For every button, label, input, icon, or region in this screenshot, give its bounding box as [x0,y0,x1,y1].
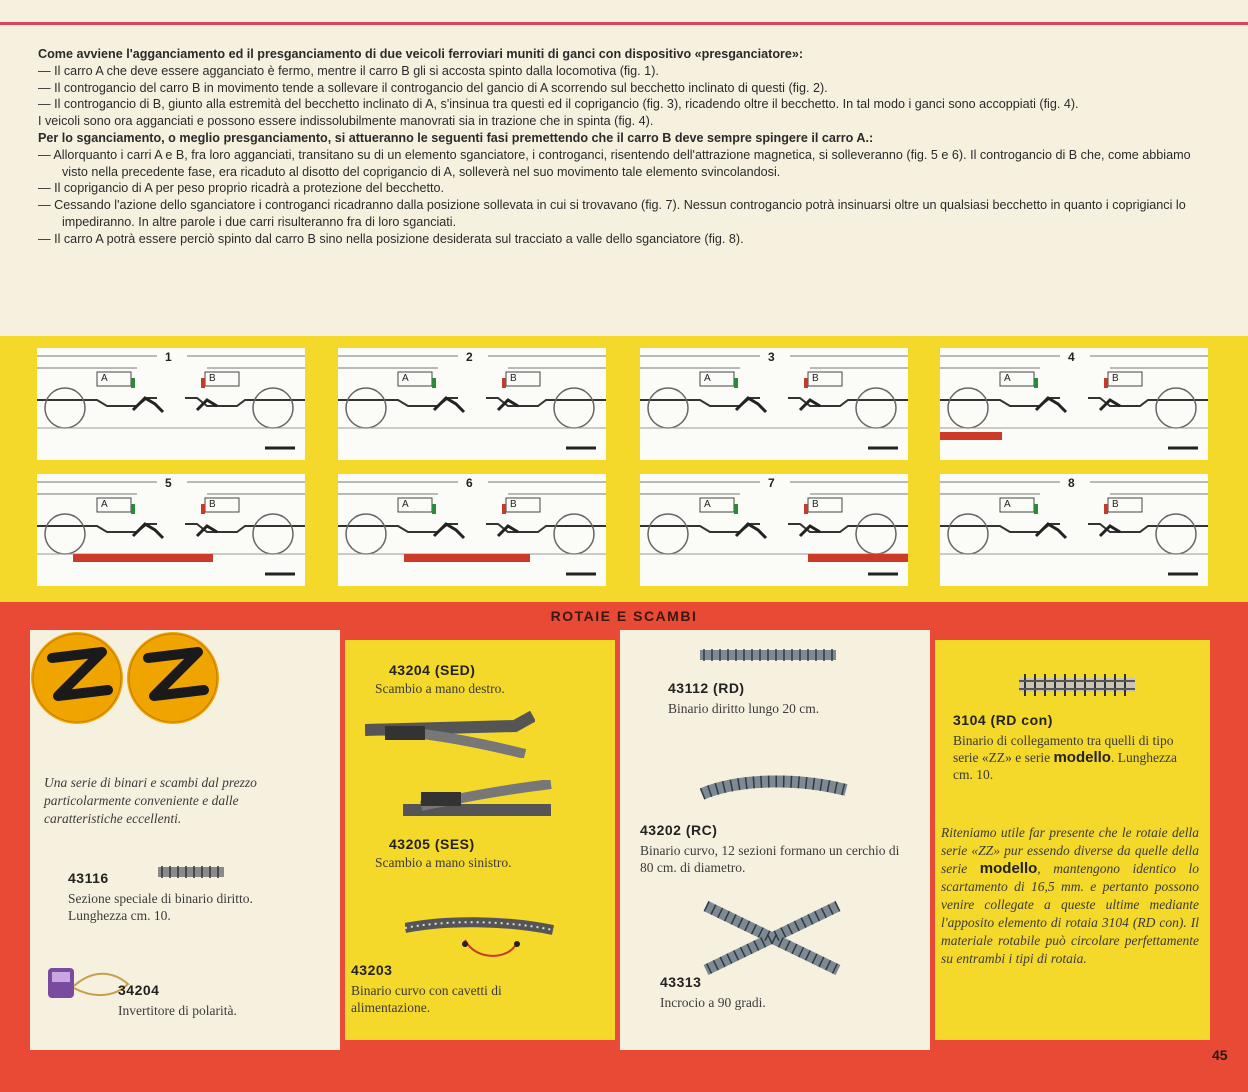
uncoupling-step-1: — Allorquanto i carri A e B, fra loro agganciati, transitano su di un elemento sganciatore, i controganci, risentendo dell'attrazione magnetica, si solleveranno (fig. 5 e 6). Il controgancio di B che, come abbiamo visto nella precedente fase, era ricaduto al disotto del coprigancio di A, solleverà nel suo movimento tale elemento svincolandosi. [38,147,1191,179]
coupling-figure-3 [640,348,908,460]
desc-43203: Binario curvo con cavetti di alimentazione. [351,983,502,1015]
figure-number: 6 [466,476,473,490]
intro-text [38,46,1200,248]
figure-label-a: A [101,373,108,384]
code-43112: 43112 (RD) [668,680,745,696]
crossing-track-icon [698,898,848,978]
figure-label-b: B [510,499,517,510]
figure-label-b: B [1112,373,1119,384]
code-43116: 43116 [68,870,109,886]
coupling-figure-2 [338,348,606,460]
page-number: 45 [1212,1047,1228,1063]
compatibility-note [941,824,1199,968]
coupling-figure-1 [37,348,305,460]
code-43203: 43203 [351,962,393,978]
desc-43116: Sezione speciale di binario diritto. Lunghezza cm. 10. [68,891,253,923]
code-43204: 43204 (SED) [389,662,476,678]
figure-label-a: A [1004,499,1011,510]
section-title: ROTAIE E SCAMBI [550,608,698,624]
figure-label-b: B [209,499,216,510]
coupling-figure-4 [940,348,1208,460]
code-43202: 43202 (RC) [640,822,718,838]
curved-track-icon [700,772,850,802]
intro-heading: Come avviene l'agganciamento ed il presganciamento di due veicoli ferroviari muniti di ganci con dispositivo «presganciatore»: [38,47,804,61]
code-43205: 43205 (SES) [389,836,475,852]
figure-label-a: A [402,373,409,384]
note-text-start: Riteniamo utile far presente che le rotaie della serie «ZZ» pur essendo diverse da quelle della serie [941,825,1199,876]
figure-label-b: B [812,499,819,510]
intro-step-2: — Il controgancio del carro B in movimento tende a sollevare il controgancio del gancio di A scorrendo sul becchetto inclinato di questi (fig. 2). [38,80,828,95]
coupling-figure-6 [338,474,606,586]
figure-label-b: B [1112,499,1119,510]
zz-logo [30,630,230,730]
desc-43202: Binario curvo, 12 sezioni formano un cerchio di 80 cm. di diametro. [640,843,900,875]
desc-43313: Incrocio a 90 gradi. [660,995,766,1010]
panel-series [30,630,340,1050]
coupling-figure-8 [940,474,1208,586]
desc-43204: Scambio a mano destro. [375,681,505,696]
figure-label-a: A [704,499,711,510]
desc-3104-bold: modello [1053,749,1111,766]
right-switch-icon [365,708,535,758]
uncoupling-heading: Per lo sganciamento, o meglio presganciamento, si attueranno le seguenti fasi premettendo che il carro B deve sempre spingere il carro A.: [38,130,874,145]
code-3104: 3104 (RD con) [953,712,1053,728]
coupling-figure-5 [37,474,305,586]
uncoupling-step-4: — Il carro A potrà essere perciò spinto dal carro B sino nella posizione desiderata sul tracciato a valle dello sganciatore (fig. 8). [38,231,744,246]
figure-label-a: A [101,499,108,510]
figure-label-a: A [704,373,711,384]
intro-step-1: — Il carro A che deve essere agganciato è fermo, mentre il carro B gli si accosta spinto dalla locomotiva (fig. 1). [38,63,659,78]
figure-label-b: B [812,373,819,384]
series-description: Una serie di binari e scambi dal prezzo particolarmente conveniente e dalle caratteristiche eccellenti. [44,775,257,826]
figure-number: 1 [165,350,172,364]
desc-34204: Invertitore di polarità. [118,1003,237,1018]
panel-switches [345,640,615,1040]
intro-step-3: — Il controgancio di B, giunto alla estremità del becchetto inclinato di A, s'insinua tra questi ed il coprigancio (fig. 3), ricadendo oltre il becchetto. In tal modo i ganci sono accoppiati (fig. 4). [38,97,1079,112]
intro-note: I veicoli sono ora agganciati e possono essere indissolubilmente manovrati sia in trazione che in spinta (fig. 4). [38,114,654,129]
code-34204: 34204 [118,982,160,998]
panel-connector [935,640,1210,1040]
figure-label-a: A [1004,373,1011,384]
figure-number: 2 [466,350,473,364]
figure-label-b: B [510,373,517,384]
figure-number: 4 [1068,350,1075,364]
straight-track-icon [700,646,840,664]
figure-number: 3 [768,350,775,364]
code-43313: 43313 [660,974,702,990]
top-rule [0,0,1248,30]
desc-43112: Binario diritto lungo 20 cm. [668,701,820,716]
coupling-figure-7 [640,474,908,586]
figure-number: 7 [768,476,775,490]
desc-3104-end: . Lunghezza cm. 10. [953,750,1177,782]
desc-3104-text: Binario di collegamento tra quelli di tipo serie «ZZ» e serie [953,733,1174,765]
uncoupling-step-3: — Cessando l'azione dello sganciatore i controganci ricadranno dalla posizione sollevata in cui si trovavano (fig. 7). Nessun controgancio potrà insinuarsi oltre un qualsiasi becchetto in quanto i coprigianci lo impediranno. In altre parole i due carri risulteranno fra di loro sganciati. [38,198,1186,229]
track-short-icon [158,864,228,880]
left-switch-icon [401,780,571,830]
figure-label-b: B [209,373,216,384]
note-text-end: , mantengono identico lo scartamento di 16,5 mm. e pertanto possono venire collegate a queste ultime mediante l'apposito elemento di rotaia 3104 (RD con). Il materiale rotabile può circolare perfettamente su entrambi i tipi di rotaia. [941,861,1199,966]
figure-label-a: A [402,499,409,510]
desc-43205: Scambio a mano sinistro. [375,855,512,870]
connecting-track-icon [1019,670,1139,700]
panel-tracks [620,630,930,1050]
uncoupling-step-2: — Il coprigancio di A per peso proprio ricadrà a protezione del becchetto. [38,181,445,196]
note-bold: modello [979,860,1038,877]
curved-track-feed-icon [405,910,555,970]
figure-number: 8 [1068,476,1075,490]
figure-number: 5 [165,476,172,490]
desc-3104 [953,732,1187,783]
